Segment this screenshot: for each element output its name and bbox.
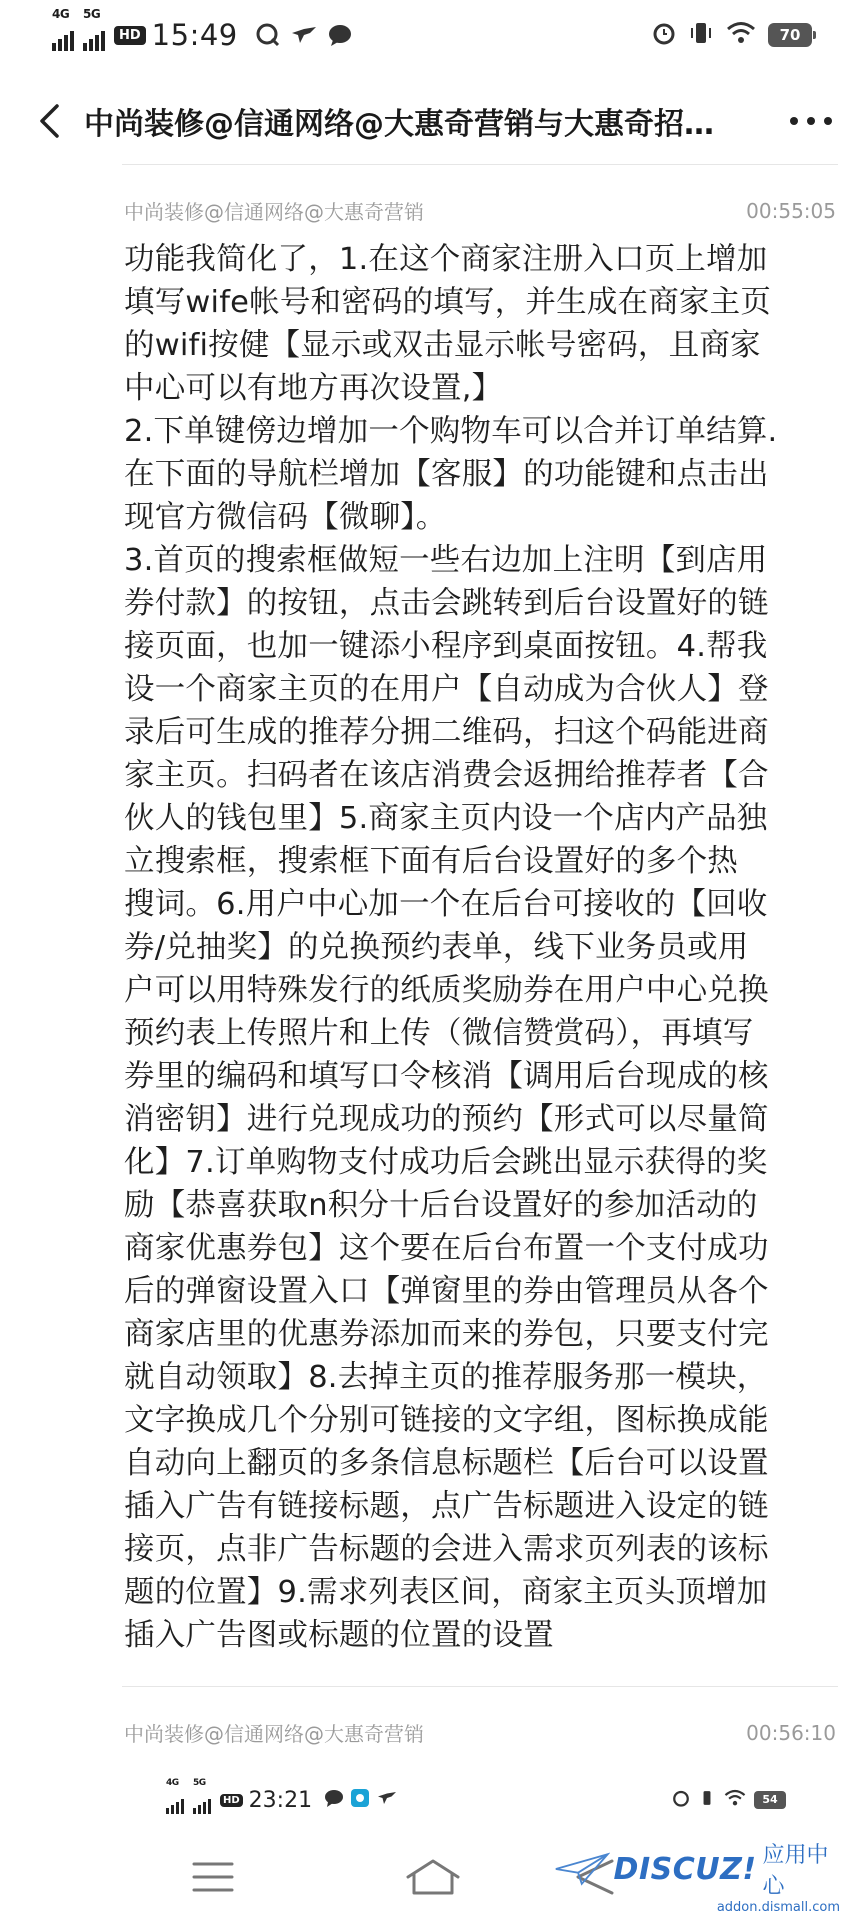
next-message-meta (124, 1718, 836, 1747)
embedded-hd-badge: HD (220, 1794, 243, 1807)
sim1-signal: 4G (52, 19, 74, 51)
embedded-clock: 23:21 (248, 1787, 313, 1813)
message-line: 家主页。扫码者在该店消费会返拥给推荐者【合 (124, 758, 769, 793)
message-line: 插入广告有链接标题，点广告标题进入设定的链 (124, 1489, 769, 1524)
sim2-signal: 5G (83, 19, 105, 51)
message-line: 励【恭喜获取n积分十后台设置好的参加活动的 (124, 1188, 758, 1223)
message-line: 券里的编码和填写口令核消【调用后台现成的核 (124, 1059, 769, 1094)
watermark-cn: 应用中心 (762, 1843, 829, 1899)
discuz-watermark (554, 1838, 844, 1920)
message-line: 文字换成几个分别可链接的文字组，图标换成能 (124, 1403, 769, 1438)
message-line: 伙人的钱包里】5.商家主页内设一个店内产品独 (124, 801, 768, 836)
message-line: 自动向上翻页的多条信息标题栏【后台可以设置 (124, 1446, 769, 1481)
more-options-button[interactable] (776, 86, 846, 156)
hd-voice-badge: HD (114, 26, 146, 45)
next-message-sender: 中尚装修@信通网络@大惠奇营销 (124, 1722, 424, 1746)
message-line: 后的弹窗设置入口【弹窗里的券由管理员从各个 (124, 1274, 769, 1309)
home-icon (404, 1857, 462, 1897)
message-line: 的wifi按健【显示或双击显示帐号密码，且商家 (124, 328, 761, 363)
message-divider (122, 1686, 838, 1687)
message-line: 中心可以有地方再次设置,】 (124, 371, 503, 406)
message-line: 设一个商家主页的在用户【自动成为合伙人】登 (124, 672, 769, 707)
message-line: 商家优惠券包】这个要在后台布置一个支付成功 (124, 1231, 769, 1266)
back-button[interactable] (14, 86, 84, 156)
message-line: 立搜索框，搜索框下面有后台设置好的多个热 (124, 844, 738, 879)
chat-bubble-icon (326, 21, 354, 49)
message-line: 3.首页的搜索框做短一些右边加上注明【到店用 (124, 543, 768, 578)
message-timestamp: 00:55:05 (746, 198, 836, 223)
message-sender: 中尚装修@信通网络@大惠奇营销 (124, 200, 424, 224)
status-clock: 15:49 (151, 18, 238, 52)
menu-lines-icon (192, 1860, 234, 1894)
home-button[interactable] (398, 1847, 468, 1907)
message-line: 券付款】的按钮，点击会跳转到后台设置好的链 (124, 586, 769, 621)
message-line: 券/兑抽奖】的兑换预约表单，线下业务员或用 (124, 930, 749, 965)
message-meta (124, 196, 836, 225)
message-line: 化】7.订单购物支付成功后会跳出显示获得的奖 (124, 1145, 768, 1180)
message-line: 商家店里的优惠券添加而来的券包，只要支付完 (124, 1317, 769, 1352)
message-line: 消密钥】进行兑现成功的预约【形式可以尽量简 (124, 1102, 769, 1137)
status-bar (0, 0, 864, 70)
watermark-brand: DISCUZ! (613, 1851, 757, 1887)
status-right-group (652, 21, 812, 49)
next-message-timestamp: 00:56:10 (746, 1720, 836, 1745)
message-line: 就自动领取】8.去掉主页的推荐服务那一模块， (124, 1360, 768, 1395)
battery-indicator: 70 (768, 23, 812, 47)
embedded-status-right (672, 1789, 786, 1811)
message-line: 接页面，也加一键添小程序到桌面按钮。4.帮我 (124, 629, 768, 664)
paper-plane-logo-icon (554, 1851, 610, 1887)
message-line: 户可以用特殊发行的纸质奖励券在用户中心兑换 (124, 973, 769, 1008)
message-line: 题的位置】9.需求列表区间，商家主页头顶增加 (124, 1575, 768, 1610)
watermark-url: addon.dismall.com (716, 1900, 840, 1915)
message-body (124, 238, 842, 1657)
embedded-sim1-signal: 4G (166, 1787, 184, 1814)
message-line: 录后可生成的推荐分拥二维码，扫这个码能进商 (124, 715, 769, 750)
embedded-sim2-signal: 5G (193, 1787, 211, 1814)
header-divider (122, 164, 838, 165)
embedded-battery: 54 (754, 1791, 786, 1809)
embedded-wifi-icon (724, 1789, 746, 1811)
chevron-left-icon (38, 103, 60, 139)
embedded-status-bar (0, 1777, 864, 1820)
embedded-bird-icon (376, 1789, 398, 1811)
message-line: 接页，点非广告标题的会进入需求页列表的该标 (124, 1532, 769, 1567)
chat-header (0, 76, 864, 166)
message-line: 插入广告图或标题的位置的设置 (124, 1618, 554, 1653)
recent-apps-button[interactable] (178, 1847, 248, 1907)
more-dots-icon (789, 116, 833, 126)
message-line: 现官方微信码【微聊】。 (124, 500, 447, 535)
message-line: 预约表上传照片和上传（微信赞赏码），再填写 (124, 1016, 754, 1051)
embedded-vibrate-icon (698, 1789, 716, 1811)
message-line: 填写wife帐号和密码的填写，并生成在商家主页 (124, 285, 772, 320)
chat-title: 中尚装修@信通网络@大惠奇营销与大惠奇招… (84, 107, 714, 142)
q-app-icon (254, 21, 282, 49)
alarm-icon (652, 21, 676, 49)
message-line: 搜词。6.用户中心加一个在后台可接收的【回收 (124, 887, 768, 922)
message-line: 2.下单键傍边增加一个购物车可以合并订单结算. (124, 414, 778, 449)
vibrate-icon (688, 21, 714, 49)
message-line: 功能我简化了，1.在这个商家注册入口页上增加 (124, 242, 768, 277)
message-line: 在下面的导航栏增加【客服】的功能键和点击出 (124, 457, 769, 492)
embedded-alarm-icon (672, 1789, 690, 1811)
embedded-chat-icon (324, 1789, 344, 1811)
wifi-icon (726, 21, 756, 49)
embedded-app-icon (350, 1788, 370, 1812)
bird-app-icon (290, 21, 318, 49)
